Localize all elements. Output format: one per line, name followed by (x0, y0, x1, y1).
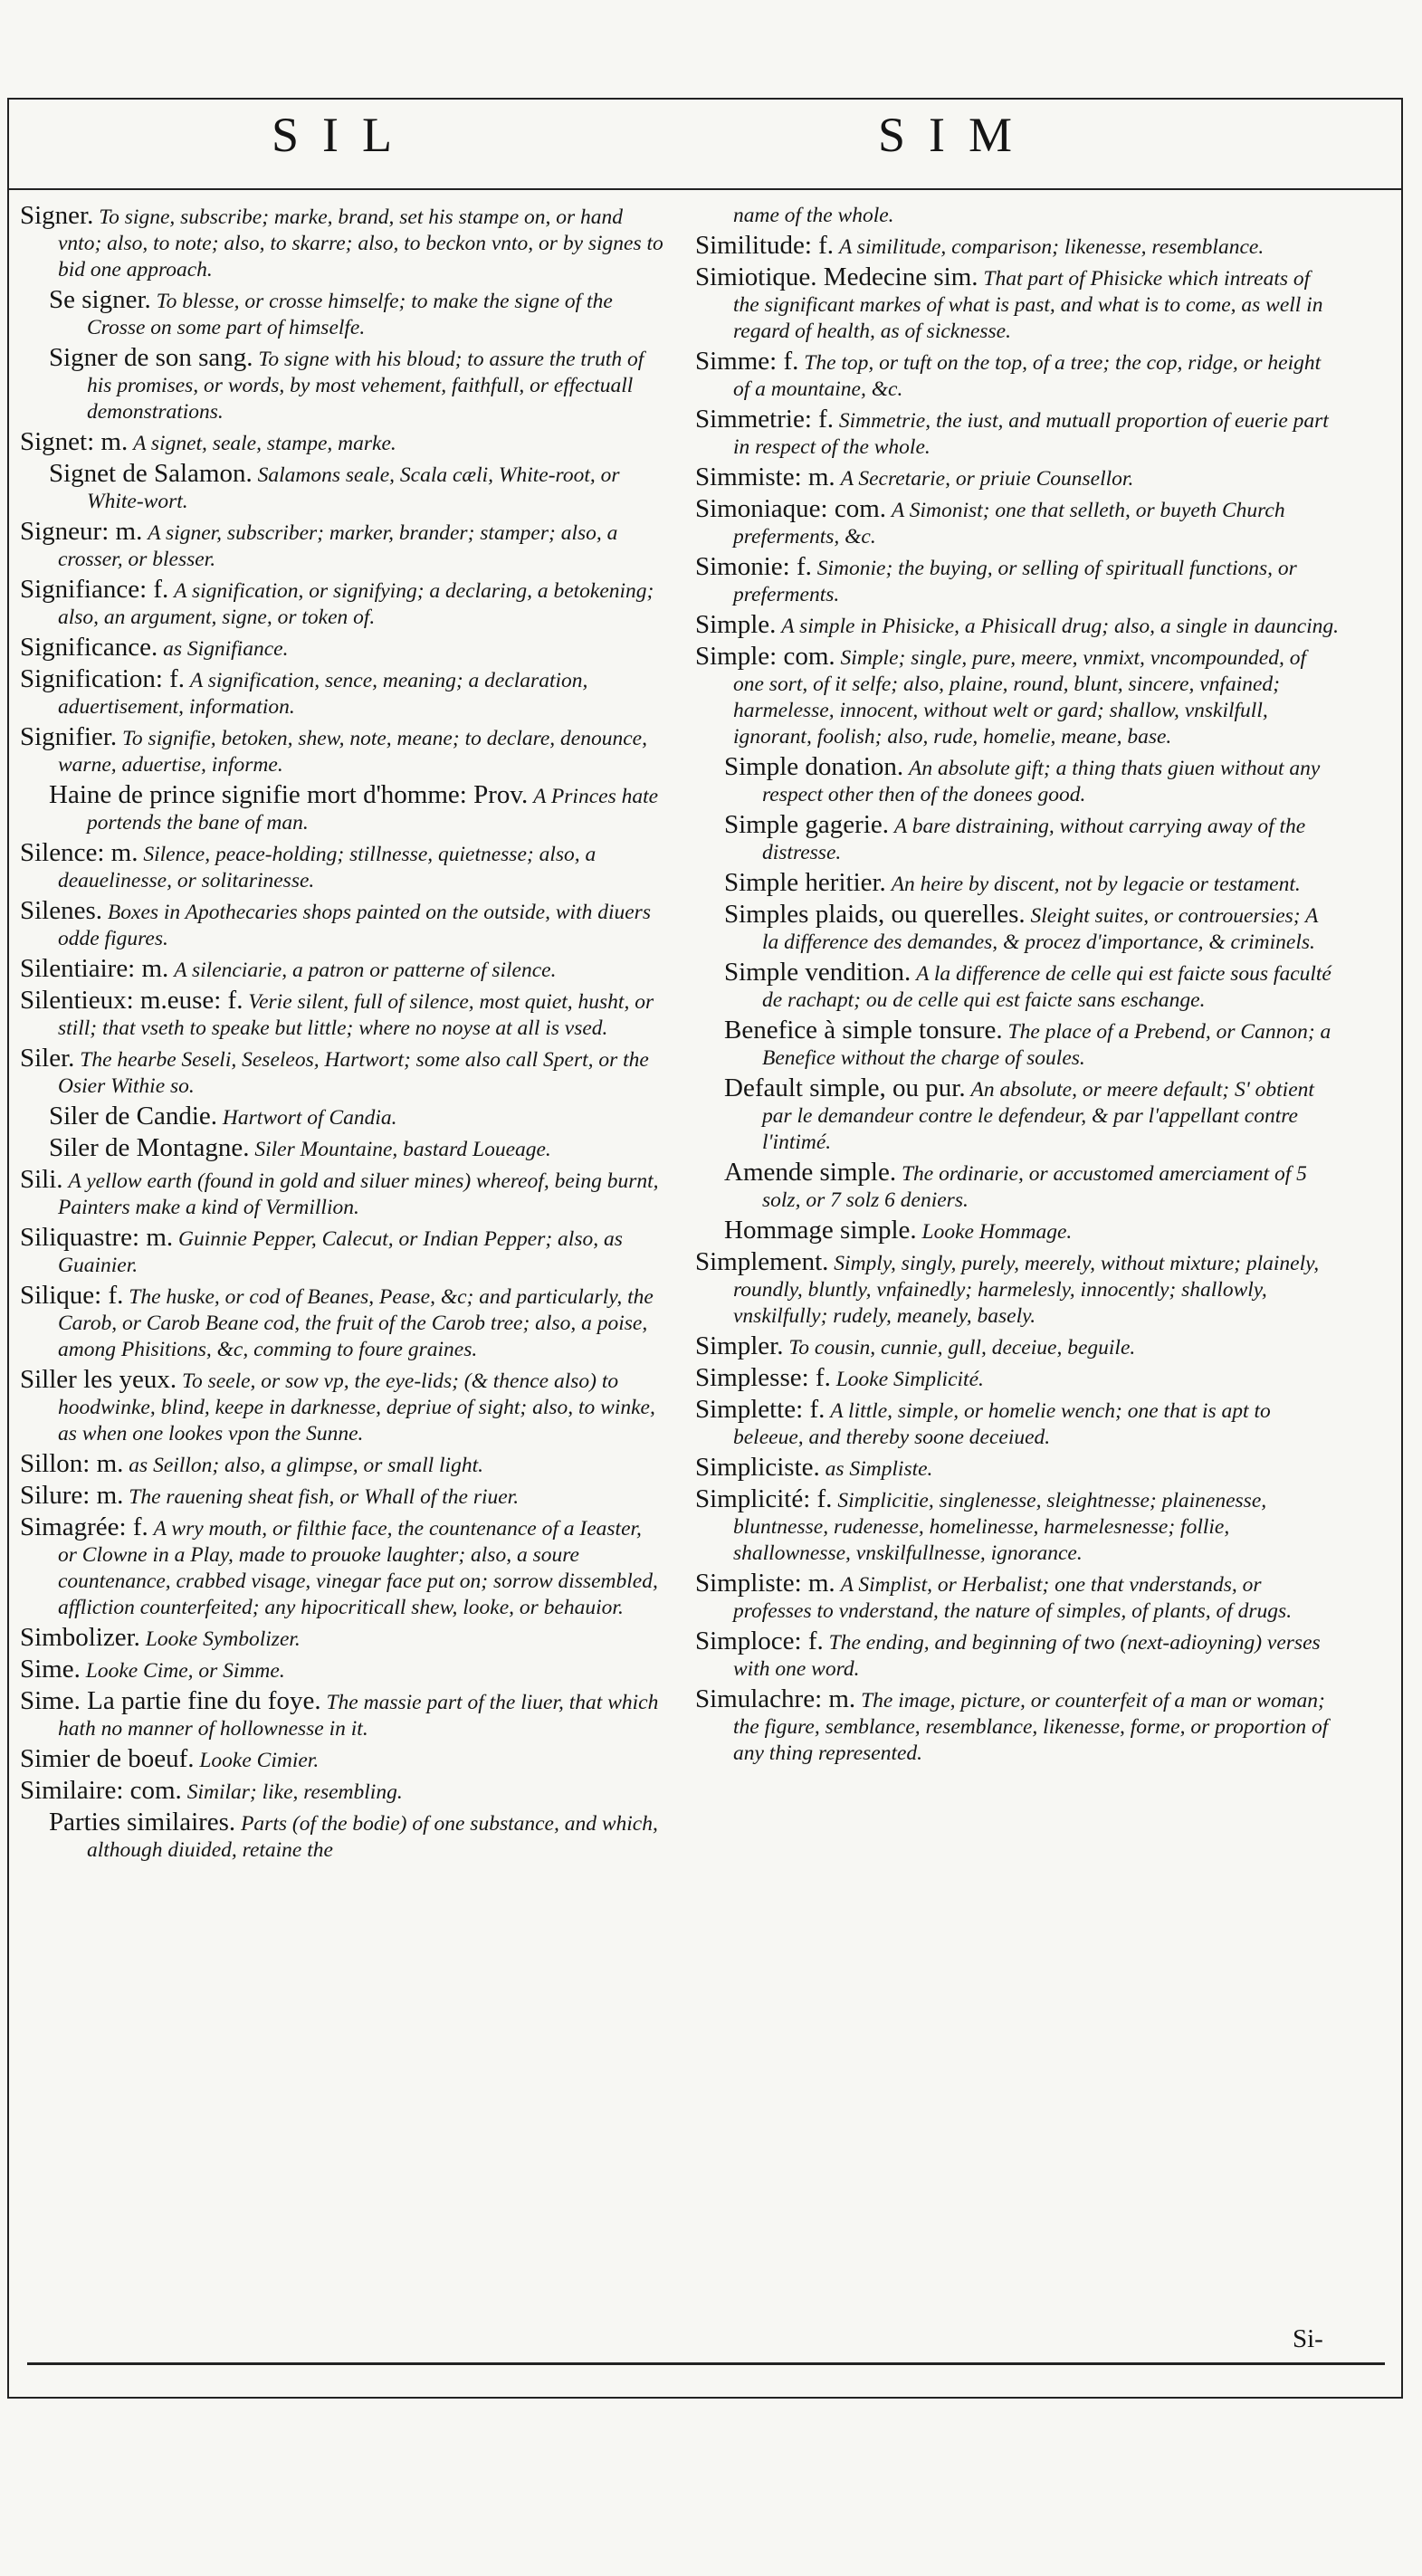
dictionary-entry (724, 1159, 1340, 1214)
dictionary-entry (695, 1397, 1340, 1451)
header-rule-bottom (7, 188, 1403, 190)
footer-rule-bottom (7, 2397, 1403, 2399)
footer-rule (27, 2362, 1385, 2365)
entry-headword: Simiotique. Medecine sim. (695, 262, 978, 291)
dictionary-entry (20, 634, 664, 663)
entry-gloss: A la difference de celle qui est faicte sous faculté de rachapt; ou de celle qui est faicte sans eschange. (762, 962, 1331, 1012)
dictionary-entry (724, 870, 1340, 898)
entry-headword: Silure: m. (20, 1481, 124, 1510)
entry-gloss: A silenciarie, a patron or patterne of silence. (174, 959, 557, 982)
entry-gloss: Simplicitie, singlenesse, sleightnesse; plainenesse, bluntnesse, rudenesse, homelinesse, harmelesnesse; follie, shallownesse, vnskilfullnesse, ignorance. (733, 1489, 1267, 1565)
dictionary-entry (20, 429, 664, 457)
entry-gloss: A signification, or signifying; a declaring, a betokening; also, an argument, signe, or token of. (58, 579, 654, 629)
running-head-right: SIM (878, 108, 1036, 162)
entry-headword: Simme: f. (695, 347, 799, 376)
dictionary-entry (695, 203, 1340, 229)
entry-gloss: The huske, or cod of Beanes, Pease, &c; and particularly, the Carob, or Carob Beane cod, the fruit of the Carob tree; also, a poise, among Phisitions, &c, comming to foure graines. (58, 1285, 654, 1361)
entry-gloss: Parts (of the bodie) of one substance, and which, although diuided, retaine the (87, 1812, 658, 1862)
entry-headword: Silence: m. (20, 838, 138, 867)
entry-gloss: The rauening sheat fish, or Whall of the riuer. (129, 1485, 520, 1509)
entry-headword: Signifiance: f. (20, 575, 169, 604)
entry-gloss: The image, picture, or counterfeit of a man or woman; the figure, semblance, resemblance, likenesse, forme, or proportion of any thing represented. (733, 1689, 1329, 1765)
entry-headword: Silique: f. (20, 1281, 124, 1310)
dictionary-entry (20, 898, 664, 952)
entry-gloss: The massie part of the liuer, that which hath no manner of hollownesse in it. (58, 1691, 659, 1741)
entry-gloss: A Secretarie, or priuie Counsellor. (840, 467, 1134, 491)
dictionary-entry (695, 1486, 1340, 1567)
dictionary-entry (695, 1628, 1340, 1683)
dictionary-entry (20, 1688, 664, 1742)
entry-headword: Simples plaids, ou querelles. (724, 900, 1026, 929)
entry-gloss: Hartwort of Candia. (222, 1106, 397, 1130)
entry-gloss: A Simplist, or Herbalist; one that vnderstands, or professes to vnderstand, the nature of simples, of plants, of drugs. (733, 1573, 1293, 1623)
entry-gloss: An absolute, or meere default; S' obtient par le demandeur contre le defendeur, & par l'appellant contre l'intimé. (762, 1078, 1314, 1154)
dictionary-entry (724, 1075, 1340, 1156)
entry-headword: Simple gagerie. (724, 810, 890, 839)
dictionary-entry (695, 1249, 1340, 1330)
dictionary-entry (695, 496, 1340, 550)
dictionary-entry (20, 1283, 664, 1363)
entry-headword: Siler. (20, 1044, 75, 1073)
entry-gloss: An absolute gift; a thing thats giuen without any respect other then of the donees good. (762, 757, 1321, 806)
entry-headword: Default simple, ou pur. (724, 1073, 966, 1102)
entry-gloss: An heire by discent, not by legacie or testament. (891, 873, 1301, 896)
entry-headword: Signer. (20, 201, 94, 230)
entry-gloss: To cousin, cunnie, gull, deceiue, beguile. (788, 1336, 1136, 1360)
dictionary-entry (724, 902, 1340, 956)
entry-gloss: The top, or tuft on the top, of a tree; the cop, ridge, or height of a mountaine, &c. (733, 351, 1322, 401)
dictionary-entry (20, 1746, 664, 1774)
entry-gloss: A wry mouth, or filthie face, the countenance of a Ieaster, or Clowne in a Play, made to prouoke laughter; also, a soure countenance, crabbed visage, vinegar face put on; sorrow dissembled, affliction counterfeited; any hipocriticall shew, looke, or behauior. (58, 1517, 658, 1619)
entry-headword: Simbolizer. (20, 1623, 140, 1652)
entry-headword: Simplicité: f. (695, 1484, 833, 1513)
entry-headword: Signet de Salamon. (49, 459, 253, 488)
dictionary-entry (20, 840, 664, 894)
dictionary-entry (49, 1809, 664, 1864)
dictionary-entry (20, 1451, 664, 1479)
entry-headword: Simplette: f. (695, 1395, 826, 1424)
entry-gloss: Simple; single, pure, meere, vnmixt, vncompounded, of one sort, of it selfe; also, plaine, round, blunt, sincere, vnfained; harmelesse, innocent, without welt or gard; shallow, vnskilfull, ignorant, foolish; also, rude, homelie, meane, base. (733, 646, 1307, 749)
dictionary-entry (695, 644, 1340, 750)
entry-gloss: Sleight suites, or controuersies; A la difference des demandes, & procez d'importance, & criminels. (762, 904, 1318, 954)
dictionary-entry (49, 1103, 664, 1131)
entry-gloss: Simmetrie, the iust, and mutuall proportion of euerie part in respect of the whole. (733, 409, 1329, 459)
entry-headword: Silentiaire: m. (20, 954, 169, 983)
dictionary-entry (724, 1217, 1340, 1245)
entry-headword: Amende simple. (724, 1158, 897, 1187)
entry-headword: Signet: m. (20, 427, 129, 456)
entry-headword: Simier de boeuf. (20, 1744, 195, 1773)
entry-headword: Parties similaires. (49, 1808, 236, 1837)
entry-headword: Simpler. (695, 1331, 784, 1360)
entry-headword: Siler de Candie. (49, 1102, 218, 1131)
entry-headword: Signeur: m. (20, 517, 143, 546)
dictionary-entry (49, 1135, 664, 1163)
dictionary-entry (724, 754, 1340, 808)
running-head-left: SIL (272, 108, 415, 162)
entry-headword: Siler de Montagne. (49, 1133, 250, 1162)
entry-headword: Simulachre: m. (695, 1684, 856, 1713)
dictionary-entry (20, 1367, 664, 1447)
dictionary-entry (695, 406, 1340, 461)
header-rule-top (7, 98, 1403, 100)
dictionary-entry (20, 519, 664, 573)
entry-headword: Simmetrie: f. (695, 405, 835, 434)
entry-gloss: Simply, singly, purely, meerely, without mixture; plainely, roundly, bluntly, vnfainedly; harmelesly, innocently; shallowly, vnskilfully; rudely, meanely, basely. (733, 1252, 1320, 1328)
entry-gloss: A similitude, comparison; likenesse, resemblance. (838, 235, 1265, 259)
entry-gloss: To blesse, or crosse himselfe; to make the signe of the Crosse on some part of himselfe. (87, 290, 613, 339)
dictionary-entry (695, 464, 1340, 492)
entry-headword: Simonie: f. (695, 552, 812, 581)
dictionary-entry (695, 264, 1340, 345)
entry-gloss: Guinnie Pepper, Calecut, or Indian Pepper; also, as Guainier. (58, 1227, 623, 1277)
entry-gloss: To signe with his bloud; to assure the truth of his promises, or words, by most vehement, faithfull, or effectuall demonstrations. (87, 348, 644, 424)
entry-gloss: Salamons seale, Scala cæli, White-root, or White-wort. (87, 463, 620, 513)
dictionary-entry (20, 1483, 664, 1511)
entry-gloss: A bare distraining, without carrying away of the distresse. (762, 815, 1306, 864)
entry-gloss: Looke Hommage. (921, 1220, 1073, 1244)
dictionary-entry (20, 1225, 664, 1279)
entry-gloss: Siler Mountaine, bastard Loueage. (254, 1138, 551, 1161)
entry-gloss: A Princes hate portends the bane of man. (87, 785, 659, 835)
dictionary-entry (724, 1017, 1340, 1072)
entry-gloss: A signer, subscriber; marker, brander; stamper; also, a crosser, or blesser. (58, 521, 618, 571)
dictionary-entry (695, 1686, 1340, 1767)
dictionary-entry (695, 1333, 1340, 1361)
entry-gloss: as Signifiance. (163, 637, 289, 661)
entry-gloss: Looke Symbolizer. (145, 1627, 301, 1651)
entry-headword: Signifier. (20, 722, 118, 751)
left-column (20, 203, 664, 1867)
entry-headword: Benefice à simple tonsure. (724, 1016, 1003, 1045)
dictionary-entry (695, 1455, 1340, 1483)
dictionary-entry (20, 1625, 664, 1653)
entry-gloss: A Simonist; one that selleth, or buyeth Church preferments, &c. (733, 499, 1285, 549)
entry-headword: Simmiste: m. (695, 463, 835, 491)
dictionary-entry (20, 1514, 664, 1621)
entry-headword: Simpliciste. (695, 1453, 820, 1482)
entry-gloss: A yellow earth (found in gold and siluer mines) whereof, being burnt, Painters make a kind of Vermillion. (58, 1169, 659, 1219)
dictionary-entry (49, 287, 664, 341)
entry-headword: Simple: com. (695, 642, 835, 671)
dictionary-entry (695, 554, 1340, 608)
entry-gloss: To seele, or sow vp, the eye-lids; (& thence also) to hoodwinke, blind, keepe in darknesse, depriue of sight; also, to winke, as when one lookes vpon the Sunne. (58, 1369, 655, 1445)
entry-headword: Silenes. (20, 896, 103, 925)
entry-gloss: Silence, peace-holding; stillnesse, quietnesse; also, a deauelinesse, or solitarinesse. (58, 843, 596, 892)
entry-headword: Simoniaque: com. (695, 494, 887, 523)
dictionary-entry (49, 782, 664, 836)
entry-gloss: Looke Cimier. (199, 1749, 320, 1772)
entry-gloss: A signet, seale, stampe, marke. (133, 432, 396, 455)
dictionary-entry (49, 461, 664, 515)
entry-headword: Simagrée: f. (20, 1512, 148, 1541)
entry-headword: Se signer. (49, 285, 151, 314)
entry-gloss: To signe, subscribe; marke, brand, set his stampe on, or hand vnto; also, to note; also, to skarre; also, to beckon vnto, or by signes to bid one approach. (58, 205, 663, 281)
entry-gloss: The ending, and beginning of two (next-adioyning) verses with one word. (733, 1631, 1321, 1681)
entry-gloss: That part of Phisicke which intreats of the significant markes of what is past, and what is to come, as well in regard of health, as of sicknesse. (733, 267, 1323, 343)
entry-gloss: Looke Simplicité. (835, 1368, 984, 1391)
entry-headword: Simple. (695, 610, 777, 639)
entry-gloss: Looke Cime, or Simme. (85, 1659, 285, 1683)
entry-headword: Sillon: m. (20, 1449, 124, 1478)
dictionary-entry (49, 345, 664, 425)
dictionary-entry (695, 1570, 1340, 1625)
dictionary-entry (20, 666, 664, 720)
dictionary-entry (20, 203, 664, 283)
left-frame-line (7, 98, 9, 2397)
entry-gloss: name of the whole. (733, 204, 894, 227)
entry-headword: Simple donation. (724, 752, 904, 781)
entry-headword: Simplement. (695, 1247, 829, 1276)
entry-gloss: Simonie; the buying, or selling of spirituall functions, or preferments. (733, 557, 1297, 606)
entry-headword: Simplesse: f. (695, 1363, 831, 1392)
dictionary-entry (20, 1045, 664, 1100)
entry-headword: Haine de prince signifie mort d'homme: Prov. (49, 780, 529, 809)
entry-headword: Simple heritier. (724, 868, 886, 897)
entry-gloss: Verie silent, full of silence, most quiet, husht, or still; that vseth to speake but little; where no noyse at all is vsed. (58, 990, 654, 1040)
entry-headword: Similaire: com. (20, 1776, 182, 1805)
dictionary-entry (20, 1167, 664, 1221)
dictionary-entry (695, 1365, 1340, 1393)
entry-gloss: as Seillon; also, a glimpse, or small light. (129, 1454, 483, 1477)
entry-gloss: The place of a Prebend, or Cannon; a Benefice without the charge of soules. (762, 1020, 1331, 1070)
entry-headword: Sime. La partie fine du foye. (20, 1686, 321, 1715)
dictionary-entry (724, 812, 1340, 866)
entry-gloss: Similar; like, resembling. (186, 1780, 403, 1804)
entry-gloss: To signifie, betoken, shew, note, meane; to declare, denounce, warne, aduertise, informe. (58, 727, 647, 777)
dictionary-entry (724, 959, 1340, 1014)
entry-headword: Simploce: f. (695, 1627, 824, 1655)
entry-headword: Sili. (20, 1165, 63, 1194)
entry-headword: Signification: f. (20, 664, 186, 693)
entry-headword: Sime. (20, 1655, 81, 1684)
dictionary-entry (695, 612, 1340, 640)
right-frame-line (1401, 98, 1403, 2397)
entry-gloss: Boxes in Apothecaries shops painted on the outside, with diuers odde figures. (58, 901, 651, 950)
entry-headword: Siller les yeux. (20, 1365, 177, 1394)
entry-headword: Hommage simple. (724, 1216, 917, 1245)
entry-headword: Signer de son sang. (49, 343, 253, 372)
dictionary-entry (20, 724, 664, 778)
dictionary-entry (20, 577, 664, 631)
entry-headword: Similitude: f. (695, 231, 835, 260)
right-column (695, 203, 1340, 1770)
dictionary-entry (695, 233, 1340, 261)
entry-headword: Silentieux: m.euse: f. (20, 986, 243, 1015)
entry-headword: Simple vendition. (724, 958, 911, 987)
dictionary-entry (695, 348, 1340, 403)
catchword: Si- (1293, 2324, 1323, 2353)
entry-gloss: The ordinarie, or accustomed amerciament of 5 solz, or 7 solz 6 deniers. (762, 1162, 1307, 1212)
dictionary-entry (20, 1656, 664, 1684)
entry-gloss: The hearbe Seseli, Seseleos, Hartwort; some also call Spert, or the Osier Withie so. (58, 1048, 649, 1098)
entry-headword: Siliquastre: m. (20, 1223, 174, 1252)
dictionary-entry (20, 1778, 664, 1806)
entry-gloss: A simple in Phisicke, a Phisicall drug; also, a single in dauncing. (781, 615, 1340, 638)
entry-headword: Simpliste: m. (695, 1569, 835, 1598)
dictionary-entry (20, 956, 664, 984)
dictionary-entry (20, 987, 664, 1042)
entry-gloss: A signification, sence, meaning; a declaration, aduertisement, information. (58, 669, 588, 719)
entry-headword: Significance. (20, 633, 158, 662)
entry-gloss: as Simpliste. (825, 1457, 933, 1481)
entry-gloss: A little, simple, or homelie wench; one that is apt to beleeue, and thereby soone deceiued. (733, 1399, 1271, 1449)
